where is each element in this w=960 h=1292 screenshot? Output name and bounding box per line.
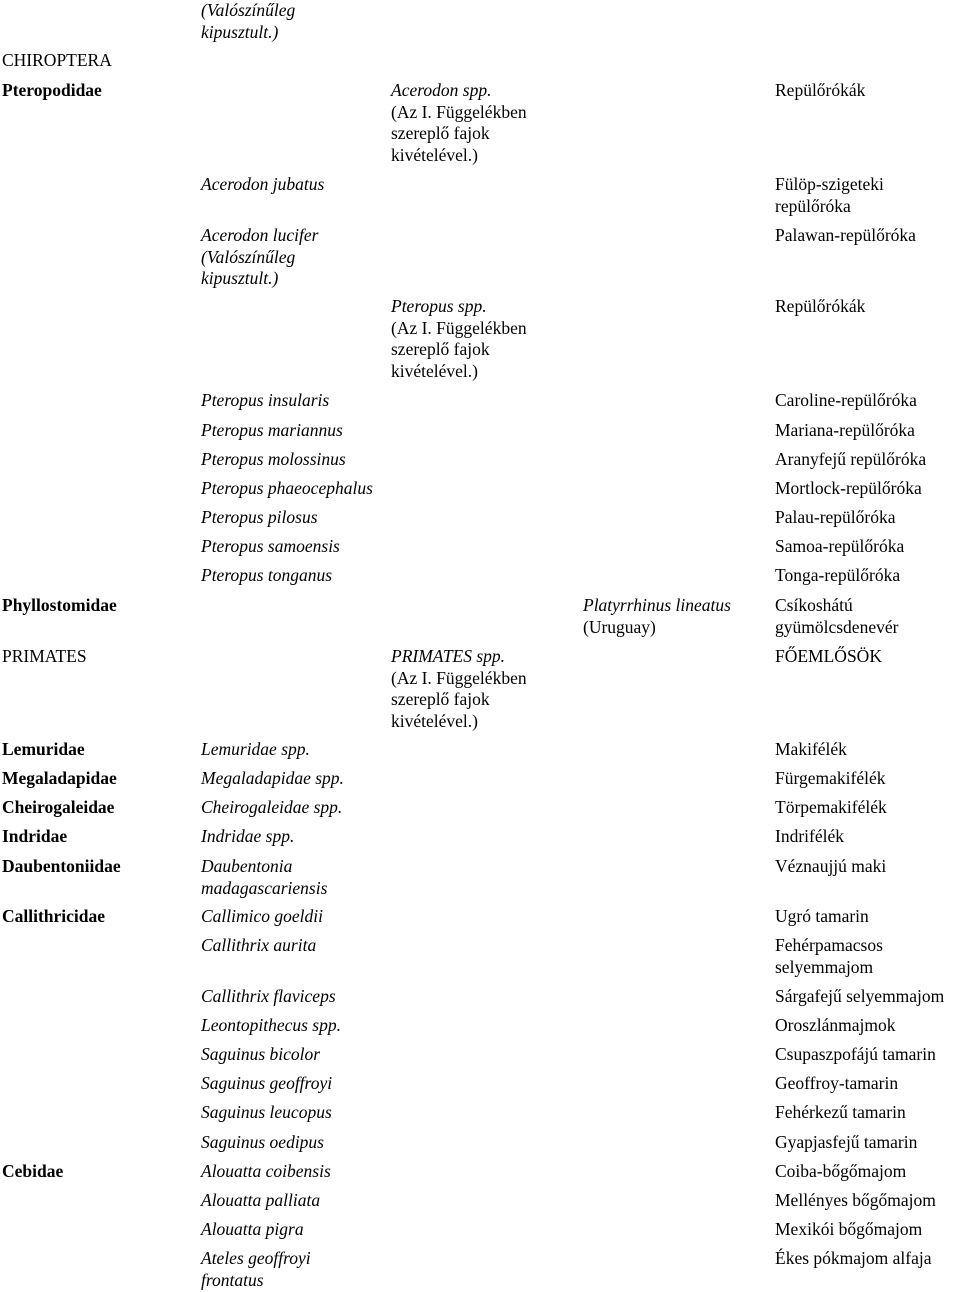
species-cell-line: kipusztult.) — [201, 21, 279, 42]
family-cell-line: Cebidae — [2, 1161, 64, 1181]
family-cell — [2, 826, 67, 848]
common-name-cell — [775, 1102, 906, 1124]
common-name-cell-line: Fülöp-szigeteki — [775, 174, 884, 194]
family-cell-line: Daubentoniidae — [2, 856, 121, 876]
common-name-cell — [775, 646, 882, 668]
common-name-cell — [775, 826, 844, 848]
common-name-cell-line: Mexikói bőgőmajom — [775, 1219, 923, 1239]
species-cell-line: Saguinus geoffroyi — [201, 1073, 333, 1093]
higher-taxon-cell-line: (Az I. Függelékben — [391, 667, 527, 688]
species-cell-line: Pteropus insularis — [201, 390, 330, 410]
common-name-cell-line: Véznaujjú maki — [775, 856, 887, 876]
family-cell — [2, 906, 105, 928]
higher-taxon-cell-line: kivételével.) — [391, 144, 478, 165]
species-cell-line: Pteropus pilosus — [201, 507, 318, 527]
species-cell — [201, 1015, 341, 1037]
species-cell-line: Megaladapidae spp. — [201, 768, 344, 788]
common-name-cell-line: Mariana-repülőróka — [775, 420, 915, 440]
common-name-cell-line: Sárgafejű selyemmajom — [775, 986, 945, 1006]
common-name-cell — [775, 1044, 936, 1066]
higher-taxon-cell-line: szereplő fajok — [391, 123, 490, 143]
species-cell-line: Pteropus mariannus — [201, 420, 343, 440]
species-cell-line: Callithrix aurita — [201, 935, 317, 955]
species-cell — [201, 390, 329, 412]
species-cell-line: Leontopithecus spp. — [201, 1015, 341, 1035]
species-cell-line: Saguinus oedipus — [201, 1132, 324, 1152]
species-cell — [201, 986, 336, 1008]
family-cell-line: Indridae — [2, 826, 68, 846]
common-name-cell — [775, 739, 847, 761]
higher-taxon-cell-line: Pteropus spp. — [391, 296, 487, 316]
common-name-cell — [775, 296, 865, 318]
common-name-cell — [775, 80, 865, 102]
higher-taxon-cell — [391, 80, 527, 166]
common-name-cell-line: Caroline-repülőróka — [775, 390, 917, 410]
species-cell — [201, 1219, 304, 1241]
species-cell-line: Pteropus samoensis — [201, 536, 340, 556]
species-cell-line: Lemuridae spp. — [201, 739, 310, 759]
species-cell-line: madagascariensis — [201, 877, 328, 898]
species-cell — [201, 1044, 320, 1066]
common-name-cell-line: Samoa-repülőróka — [775, 536, 905, 556]
higher-taxon-cell — [391, 296, 527, 382]
common-name-cell — [775, 225, 916, 247]
common-name-cell — [775, 595, 898, 638]
species-cell-line: Alouatta palliata — [201, 1190, 321, 1210]
species-cell-line: Ateles geoffroyi — [201, 1248, 311, 1268]
family-cell-line: Lemuridae — [2, 739, 85, 759]
common-name-cell-line: Fehérpamacsos — [775, 935, 883, 955]
species-cell-line: Saguinus leucopus — [201, 1102, 332, 1122]
species-cell-line: Alouatta coibensis — [201, 1161, 331, 1181]
species-cell-line: Saguinus bicolor — [201, 1044, 321, 1064]
species-cell — [201, 826, 294, 848]
population-cell-line: (Uruguay) — [583, 616, 656, 637]
order-cell-line: PRIMATES — [2, 646, 87, 666]
family-cell-line: Cheirogaleidae — [2, 797, 115, 817]
common-name-cell-line: Oroszlánmajmok — [775, 1015, 896, 1035]
common-name-cell-line: Geoffroy-tamarin — [775, 1073, 899, 1093]
family-cell-line: Phyllostomidae — [2, 595, 117, 615]
species-cell — [201, 768, 344, 790]
species-cell-line: Acerodon lucifer — [201, 225, 319, 245]
higher-taxon-cell-line: (Az I. Függelékben — [391, 317, 527, 338]
common-name-cell — [775, 1015, 896, 1037]
family-cell-line: Callithricidae — [2, 906, 106, 926]
population-cell — [583, 595, 731, 638]
species-cell-line: Callithrix flaviceps — [201, 986, 336, 1006]
common-name-cell — [775, 565, 900, 587]
common-name-cell-line: Ugró tamarin — [775, 906, 869, 926]
species-cell — [201, 1073, 332, 1095]
species-cell — [201, 174, 324, 196]
common-name-cell — [775, 1190, 936, 1212]
common-name-cell — [775, 1161, 906, 1183]
species-cell-line: Pteropus tonganus — [201, 565, 333, 585]
higher-taxon-cell-line: PRIMATES spp. — [391, 646, 506, 666]
species-cell — [201, 935, 316, 957]
common-name-cell-line: Coiba-bőgőmajom — [775, 1161, 907, 1181]
common-name-cell-line: FŐEMLŐSÖK — [775, 646, 882, 666]
species-cell-line: (Valószínűleg — [201, 246, 296, 267]
family-cell — [2, 1161, 63, 1183]
species-cell — [201, 856, 327, 899]
higher-taxon-cell-line: Acerodon spp. — [391, 80, 492, 100]
common-name-cell-line: Tonga-repülőróka — [775, 565, 901, 585]
higher-taxon-cell-line: kivételével.) — [391, 360, 478, 381]
species-cell — [201, 1102, 332, 1124]
species-cell-line: Alouatta pigra — [201, 1219, 304, 1239]
common-name-cell-line: Fürgemakifélék — [775, 768, 886, 788]
common-name-cell — [775, 1248, 931, 1270]
species-cell — [201, 739, 310, 761]
order-cell — [2, 50, 112, 72]
common-name-cell-line: Gyapjasfejű tamarin — [775, 1132, 918, 1152]
higher-taxon-cell-line: (Az I. Függelékben — [391, 101, 527, 122]
common-name-cell-line: Makifélék — [775, 739, 847, 759]
common-name-cell — [775, 856, 886, 878]
species-cell-line: Pteropus molossinus — [201, 449, 346, 469]
species-cell — [201, 1248, 311, 1291]
species-cell — [201, 0, 295, 43]
common-name-cell — [775, 420, 915, 442]
common-name-cell-line: Fehérkezű tamarin — [775, 1102, 906, 1122]
common-name-cell — [775, 390, 917, 412]
species-cell — [201, 507, 318, 529]
common-name-cell-line: Indrifélék — [775, 826, 844, 846]
family-cell — [2, 80, 102, 102]
common-name-cell — [775, 986, 944, 1008]
family-cell — [2, 768, 117, 790]
common-name-cell — [775, 174, 884, 217]
species-cell-line: (Valószínűleg — [201, 0, 296, 20]
common-name-cell — [775, 1132, 917, 1154]
family-cell — [2, 739, 85, 761]
common-name-cell — [775, 449, 926, 471]
common-name-cell — [775, 1073, 898, 1095]
species-cell-line: Cheirogaleidae spp. — [201, 797, 343, 817]
higher-taxon-cell-line: szereplő fajok — [391, 689, 490, 709]
higher-taxon-cell — [391, 646, 527, 732]
common-name-cell-line: Palau-repülőróka — [775, 507, 896, 527]
common-name-cell-line: Palawan-repülőróka — [775, 225, 916, 245]
species-cell-line: frontatus — [201, 1269, 264, 1290]
species-cell — [201, 1132, 324, 1154]
common-name-cell-line: repülőróka — [775, 195, 851, 216]
order-cell — [2, 646, 87, 668]
common-name-cell — [775, 536, 904, 558]
common-name-cell-line: Törpemakifélék — [775, 797, 887, 817]
order-cell-line: CHIROPTERA — [2, 50, 112, 70]
species-cell — [201, 449, 346, 471]
species-cell — [201, 906, 323, 928]
family-cell — [2, 856, 121, 878]
species-cell — [201, 225, 318, 290]
species-cell-line: Daubentonia — [201, 856, 293, 876]
common-name-cell-line: Repülőrókák — [775, 80, 866, 100]
species-cell-line: kipusztult.) — [201, 268, 279, 288]
common-name-cell — [775, 906, 869, 928]
species-cell-line: Acerodon jubatus — [201, 174, 325, 194]
higher-taxon-cell-line: kivételével.) — [391, 710, 478, 731]
common-name-cell-line: Mellényes bőgőmajom — [775, 1190, 936, 1210]
common-name-cell-line: Ékes pókmajom alfaja — [775, 1248, 932, 1268]
common-name-cell — [775, 478, 922, 500]
family-cell-line: Pteropodidae — [2, 80, 102, 100]
common-name-cell — [775, 797, 887, 819]
family-cell — [2, 595, 117, 617]
common-name-cell-line: Aranyfejű repülőróka — [775, 449, 927, 469]
common-name-cell — [775, 768, 885, 790]
species-cell — [201, 1190, 320, 1212]
species-cell — [201, 797, 342, 819]
species-cell — [201, 1161, 331, 1183]
common-name-cell — [775, 935, 883, 978]
common-name-cell-line: Mortlock-repülőróka — [775, 478, 922, 498]
species-cell-line: Indridae spp. — [201, 826, 295, 846]
species-cell-line: Callimico goeldii — [201, 906, 324, 926]
species-cell — [201, 565, 332, 587]
population-cell-line: Platyrrhinus lineatus — [583, 595, 731, 615]
family-cell-line: Megaladapidae — [2, 768, 117, 788]
common-name-cell-line: Csupaszpofájú tamarin — [775, 1044, 936, 1064]
species-cell-line: Pteropus phaeocephalus — [201, 478, 373, 498]
common-name-cell-line: gyümölcsdenevér — [775, 616, 899, 637]
family-cell — [2, 797, 114, 819]
common-name-cell-line: Csíkoshátú — [775, 595, 853, 615]
common-name-cell — [775, 507, 896, 529]
species-cell — [201, 478, 373, 500]
common-name-cell-line: Repülőrókák — [775, 296, 866, 316]
higher-taxon-cell-line: szereplő fajok — [391, 339, 490, 359]
species-cell — [201, 420, 343, 442]
common-name-cell — [775, 1219, 922, 1241]
common-name-cell-line: selyemmajom — [775, 956, 874, 977]
species-cell — [201, 536, 340, 558]
